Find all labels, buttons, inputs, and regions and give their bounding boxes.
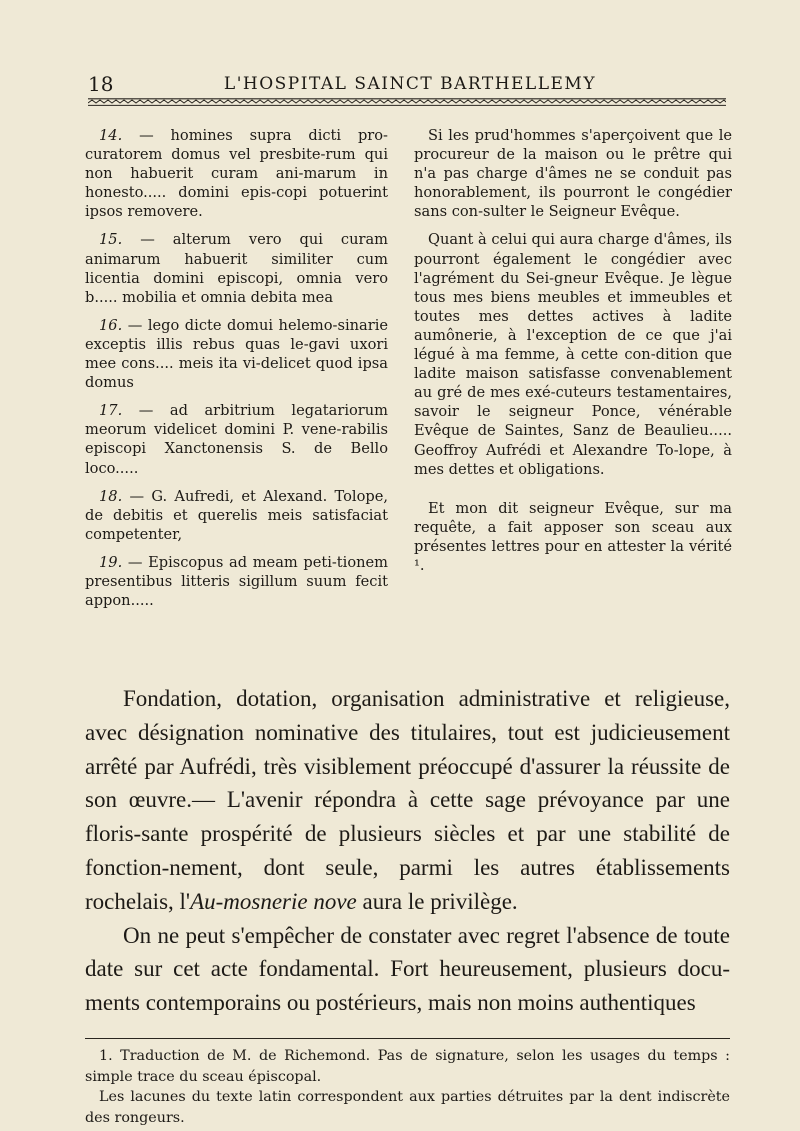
item-number: 15. [99,231,123,249]
french-paragraph: Si les prud'hommes s'aperçoivent que le procureur de la maison ou le prêtre qui n'a pas charge d'âmes ne se conduit pas honorablement, ils pourront le congédier sans con-sulter le Seigneur Evêque. [414,127,732,221]
french-paragraph: Quant à celui qui aura charge d'âmes, ils pourront également le congédier avec l'agrément du Sei-gneur Evêque. Je lègue tous mes biens meubles et immeubles et toutes mes dettes actives à ladite aumônerie, à l'exception de ce que j'ai légué à ma femme, à cette con-dition que ladite maison satisfasse convenablement au gré de mes exé-cuteurs testamentaires, savoir le seigneur Ponce, vénérable Evêque de Saintes, Sanz de Beaulieu..... Geoffroy Aufrédi et Alexandre To-lope, à mes dettes et obligations. [414,231,732,478]
latin-item-19 [85,553,388,610]
footnote: Les lacunes du texte latin correspondent aux parties détruites par la dent indiscrète des rongeurs. [85,1089,730,1126]
latin-item-16 [85,316,388,392]
french-translation-column [414,126,732,584]
italic-term: Au-mosnerie nove [190,888,357,914]
body-paragraph: On ne peut s'empêcher de constater avec regret l'absence de toute date sur cet acte fondamental. Fort heureusement, plusieurs docu-ments contemporains ou postérieurs, mais non moins authentiques [85,922,730,1016]
item-number: 17. [99,402,123,420]
item-number: 14. [99,127,123,144]
item-text: — ad arbitrium legatariorum meorum videlicet domini P. vene-rabilis episcopi Xanctonensis S. de Bello loco..... [85,402,388,477]
ornamental-rule [88,98,726,106]
body-paragraph [85,682,730,919]
item-text: — G. Aufredi, et Alexand. Tolope, de debitis et querelis meis satisfaciat competenter, [85,487,388,543]
item-number: 19. [99,553,123,571]
latin-item-14 [85,126,388,221]
running-header [85,64,735,94]
latin-item-17 [85,401,388,477]
item-text: — lego dicte domui helemo-sinarie exceptis illis rebus quas le-gavi uxori mee cons.... meis ita vi-delicet quod ipsa domus [85,316,388,392]
latin-item-15 [85,230,388,306]
footnote: 1. Traduction de M. de Richemond. Pas de signature, selon les usages du temps : simple trace du sceau épiscopal. [85,1048,730,1085]
latin-item-18 [85,487,388,544]
french-paragraph: Et mon dit seigneur Evêque, sur ma requête, a fait apposer son sceau aux présentes lettres pour en attester la vérité ¹. [414,499,732,574]
body-text-segment: Fondation, dotation, organisation administrative et religieuse, avec désignation nominative des titulaires, tout est judicieusement arrêté par Aufrédi, très visiblement préoccupé d'assurer la réussite de son œuvre.— L'avenir répondra à cette sage prévoyance par une floris-sante prospérité de plusieurs siècles et par une stabilité de fonction-nement, dont seule, parmi les autres établissements rochelais, l' [85,686,730,914]
item-number: 18. [99,487,123,505]
body-text-segment: aura le privilège. [356,888,518,914]
main-text [85,682,730,1020]
item-text: — homines supra dicti pro-curatorem domus vel presbite-rum qui non habuerit curam ani-marum in honesto..... domini epis-copi potuerint ipsos removere. [85,127,388,221]
page-number: 18 [88,72,114,96]
item-number: 16. [99,316,123,334]
footnote-divider [85,1038,730,1039]
item-text: — Episcopus ad meam peti-tionem presentibus litteris sigillum suum fecit appon..... [85,553,388,610]
footnotes [85,1046,730,1128]
latin-column [85,126,388,619]
item-text: — alterum vero qui curam animarum habuerit similiter cum licentia domini episcopi, omnia vero b..... mobilia et omnia debita mea [85,231,388,306]
running-title: L'HOSPITAL SAINCT BARTHELLEMY [223,74,597,94]
